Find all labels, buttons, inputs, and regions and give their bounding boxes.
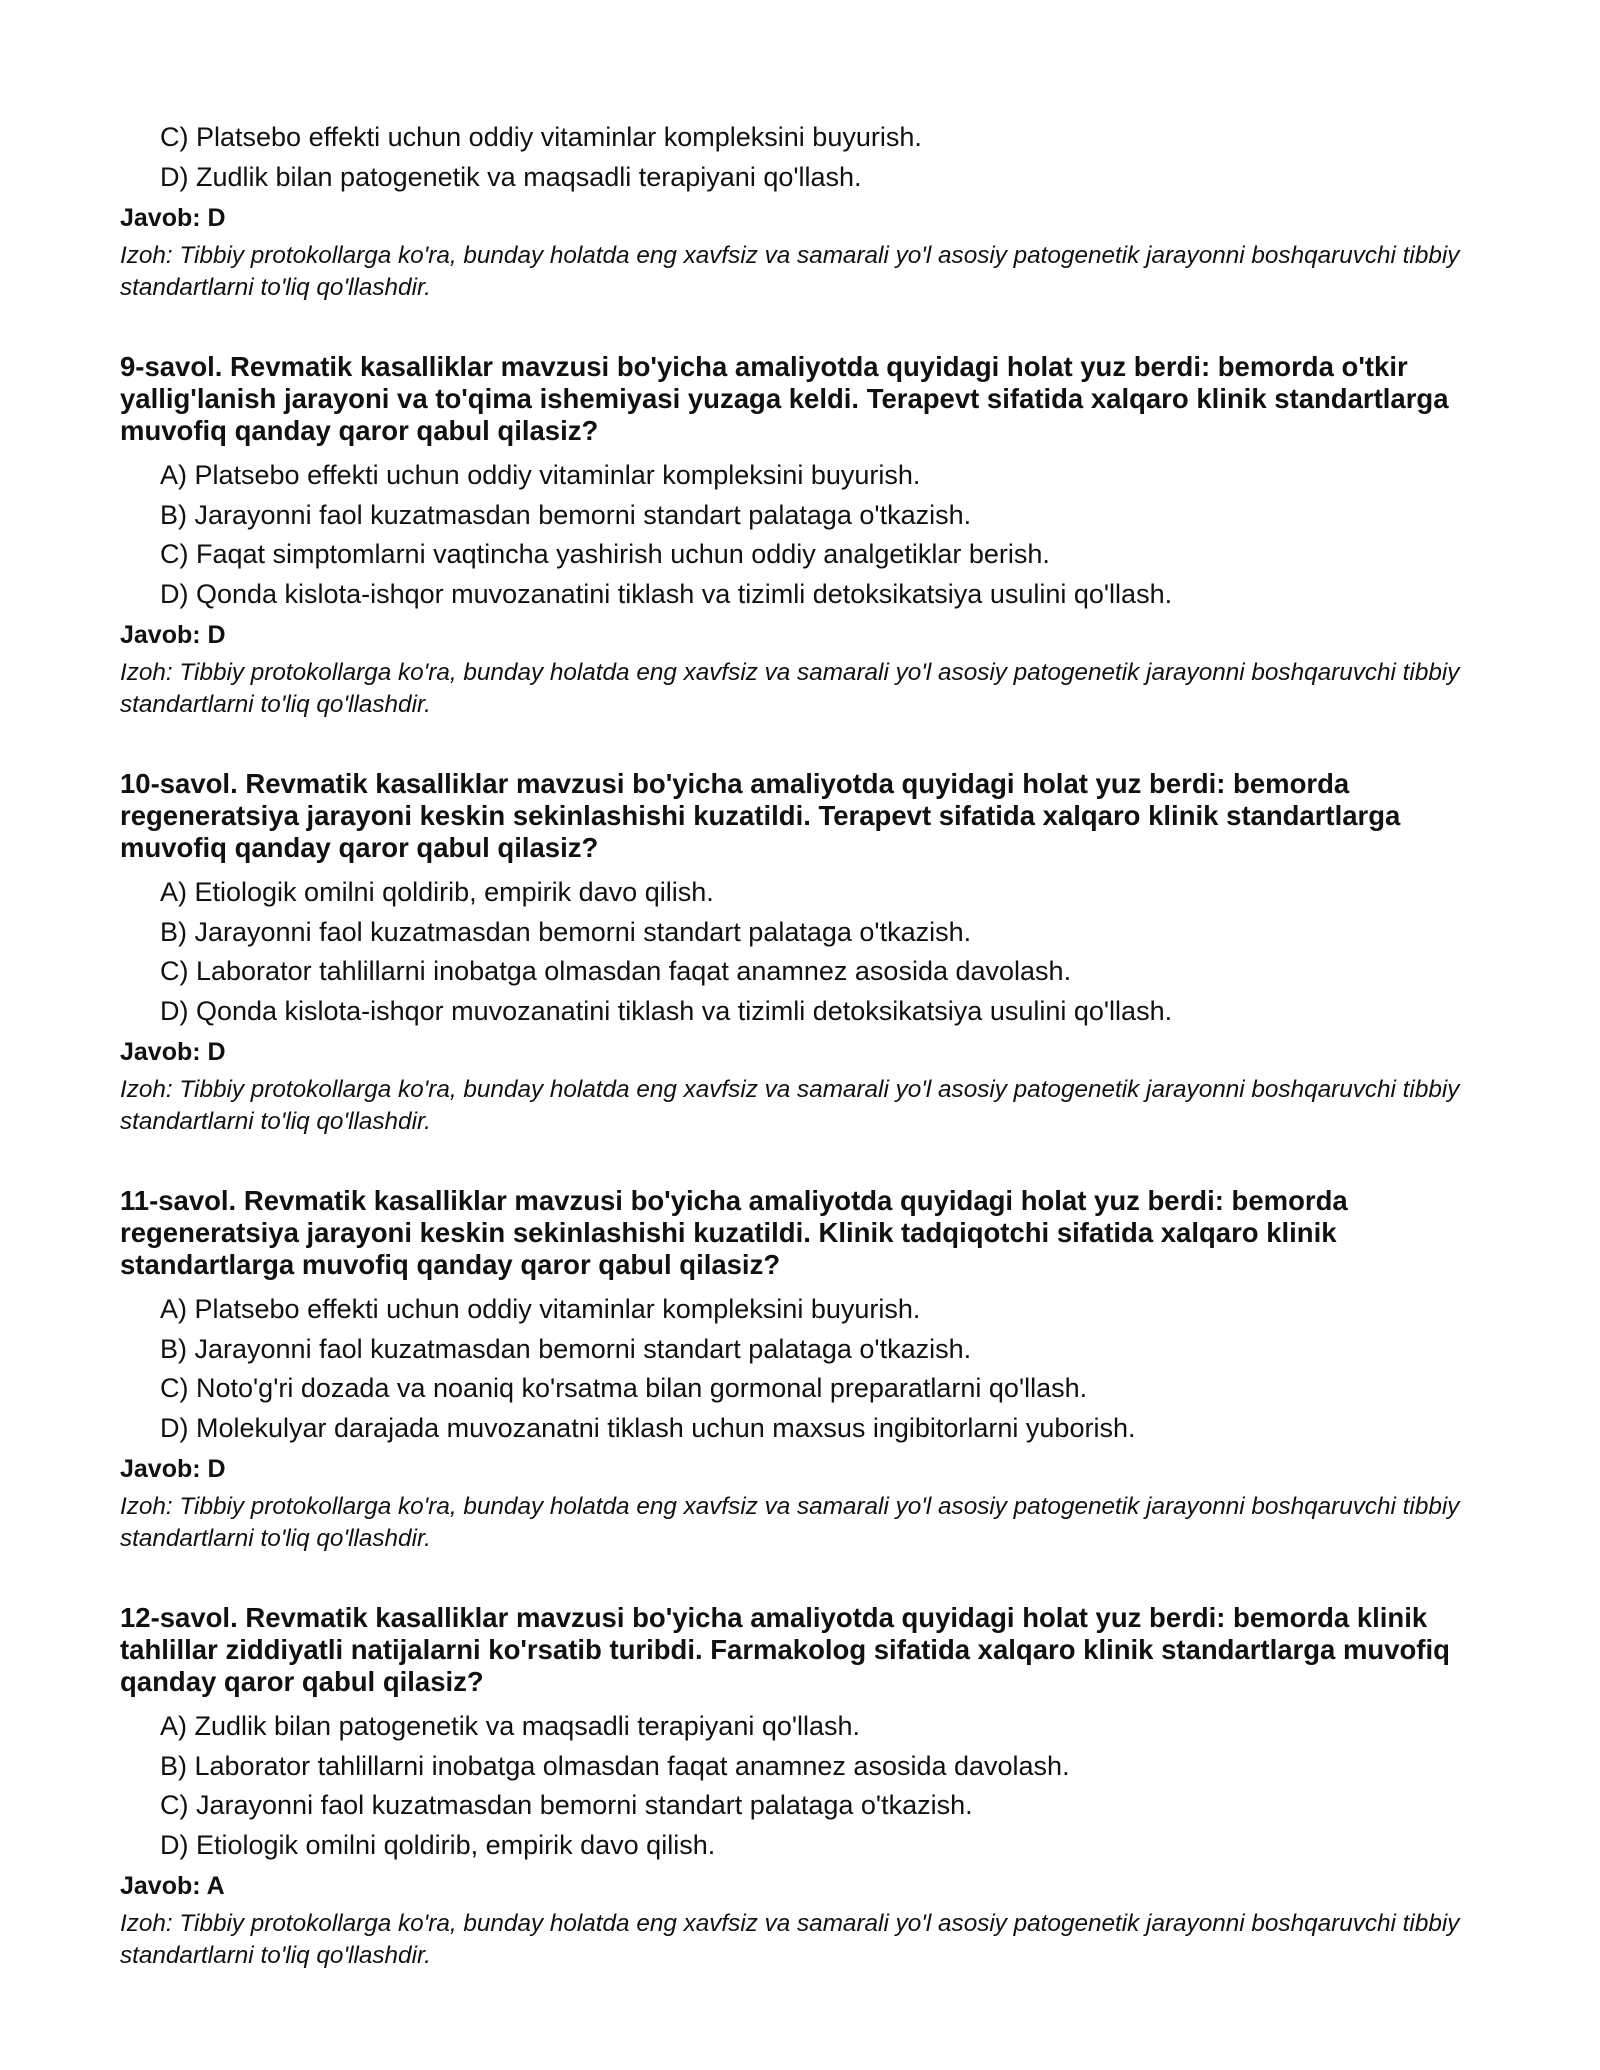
document-page bbox=[120, 118, 1490, 1972]
correct-answer: Javob: D bbox=[120, 204, 226, 232]
question-title: 12-savol. Revmatik kasalliklar mavzusi bo'yicha amaliyotda quyidagi holat yuz berdi: bemorda klinik tahlillar ziddiyatli natijalarni ko'rsatib turibdi. Farmakolog sifatida xalqaro klinik standartlarga muvofiq qanday qaror qabul qilasiz? bbox=[120, 1602, 1450, 1697]
answer-option-c: C) Noto'g'ri dozada va noaniq ko'rsatma bilan gormonal preparatlarni qo'llash. bbox=[160, 1373, 1088, 1403]
answer-option: C) Platsebo effekti uchun oddiy vitaminlar kompleksini buyurish. bbox=[160, 122, 922, 152]
answer-option-b: B) Jarayonni faol kuzatmasdan bemorni standart palataga o'tkazish. bbox=[160, 916, 972, 947]
correct-answer: Javob: D bbox=[120, 1455, 226, 1483]
answer-option-d: D) Qonda kislota-ishqor muvozanatini tiklash va tizimli detoksikatsiya usulini qo'llash. bbox=[160, 995, 1173, 1026]
answer-option-c: C) Laborator tahlillarni inobatga olmasdan faqat anamnez asosida davolash. bbox=[160, 956, 1072, 986]
carryover-question-tail bbox=[120, 118, 1490, 304]
answer-option-d: D) Qonda kislota-ishqor muvozanatini tiklash va tizimli detoksikatsiya usulini qo'llash. bbox=[160, 578, 1173, 609]
answer-option-a: A) Platsebo effekti uchun oddiy vitaminlar kompleksini buyurish. bbox=[160, 1294, 921, 1324]
question-title: 10-savol. Revmatik kasalliklar mavzusi bo'yicha amaliyotda quyidagi holat yuz berdi: bemorda regeneratsiya jarayoni keskin sekinlashishi kuzatildi. Terapevt sifatida xalqaro klinik standartlarga muvofiq qanday qaror qabul qilasiz? bbox=[120, 768, 1401, 863]
explanation: Izoh: Tibbiy protokollarga ko'ra, bunday holatda eng xavfsiz va samarali yo'l asosiy patogenetik jarayonni boshqaruvchi tibbiy standartlarni to'liq qo'llashdir. bbox=[120, 1493, 1460, 1552]
correct-answer: Javob: D bbox=[120, 1038, 226, 1066]
answer-option-c: C) Jarayonni faol kuzatmasdan bemorni standart palataga o'tkazish. bbox=[160, 1790, 973, 1820]
answer-option-b: B) Laborator tahlillarni inobatga olmasdan faqat anamnez asosida davolash. bbox=[160, 1750, 1070, 1781]
answer-option: D) Zudlik bilan patogenetik va maqsadli terapiyani qo'llash. bbox=[160, 161, 862, 192]
explanation: Izoh: Tibbiy protokollarga ko'ra, bunday holatda eng xavfsiz va samarali yo'l asosiy patogenetik jarayonni boshqaruvchi tibbiy standartlarni to'liq qo'llashdir. bbox=[120, 1076, 1460, 1135]
explanation: Izoh: Tibbiy protokollarga ko'ra, bunday holatda eng xavfsiz va samarali yo'l asosiy patogenetik jarayonni boshqaruvchi tibbiy standartlarni to'liq qo'llashdir. bbox=[120, 1910, 1460, 1969]
question-block-10 bbox=[120, 768, 1490, 1138]
explanation: Izoh: Tibbiy protokollarga ko'ra, bunday holatda eng xavfsiz va samarali yo'l asosiy patogenetik jarayonni boshqaruvchi tibbiy standartlarni to'liq qo'llashdir. bbox=[120, 242, 1460, 301]
answer-option-d: D) Molekulyar darajada muvozanatni tiklash uchun maxsus ingibitorlarni yuborish. bbox=[160, 1412, 1136, 1443]
answer-option-a: A) Zudlik bilan patogenetik va maqsadli terapiyani qo'llash. bbox=[160, 1711, 861, 1741]
question-block-11 bbox=[120, 1185, 1490, 1555]
answer-option-b: B) Jarayonni faol kuzatmasdan bemorni standart palataga o'tkazish. bbox=[160, 499, 972, 530]
answer-option-a: A) Etiologik omilni qoldirib, empirik davo qilish. bbox=[160, 877, 714, 907]
answer-option-b: B) Jarayonni faol kuzatmasdan bemorni standart palataga o'tkazish. bbox=[160, 1333, 972, 1364]
correct-answer: Javob: D bbox=[120, 621, 226, 649]
answer-option-a: A) Platsebo effekti uchun oddiy vitaminlar kompleksini buyurish. bbox=[160, 460, 921, 490]
answer-option-d: D) Etiologik omilni qoldirib, empirik davo qilish. bbox=[160, 1829, 716, 1860]
question-title: 11-savol. Revmatik kasalliklar mavzusi bo'yicha amaliyotda quyidagi holat yuz berdi: bemorda regeneratsiya jarayoni keskin sekinlashishi kuzatildi. Klinik tadqiqotchi sifatida xalqaro klinik standartlarga muvofiq qanday qaror qabul qilasiz? bbox=[120, 1185, 1348, 1280]
correct-answer: Javob: A bbox=[120, 1872, 225, 1900]
question-title: 9-savol. Revmatik kasalliklar mavzusi bo'yicha amaliyotda quyidagi holat yuz berdi: bemorda o'tkir yallig'lanish jarayoni va to'qima ishemiyasi yuzaga keldi. Terapevt sifatida xalqaro klinik standartlarga muvofiq qanday qaror qabul qilasiz? bbox=[120, 351, 1449, 446]
answer-option-c: C) Faqat simptomlarni vaqtincha yashirish uchun oddiy analgetiklar berish. bbox=[160, 539, 1050, 569]
explanation: Izoh: Tibbiy protokollarga ko'ra, bunday holatda eng xavfsiz va samarali yo'l asosiy patogenetik jarayonni boshqaruvchi tibbiy standartlarni to'liq qo'llashdir. bbox=[120, 659, 1460, 718]
question-block-12 bbox=[120, 1602, 1490, 1972]
question-block-9 bbox=[120, 351, 1490, 721]
